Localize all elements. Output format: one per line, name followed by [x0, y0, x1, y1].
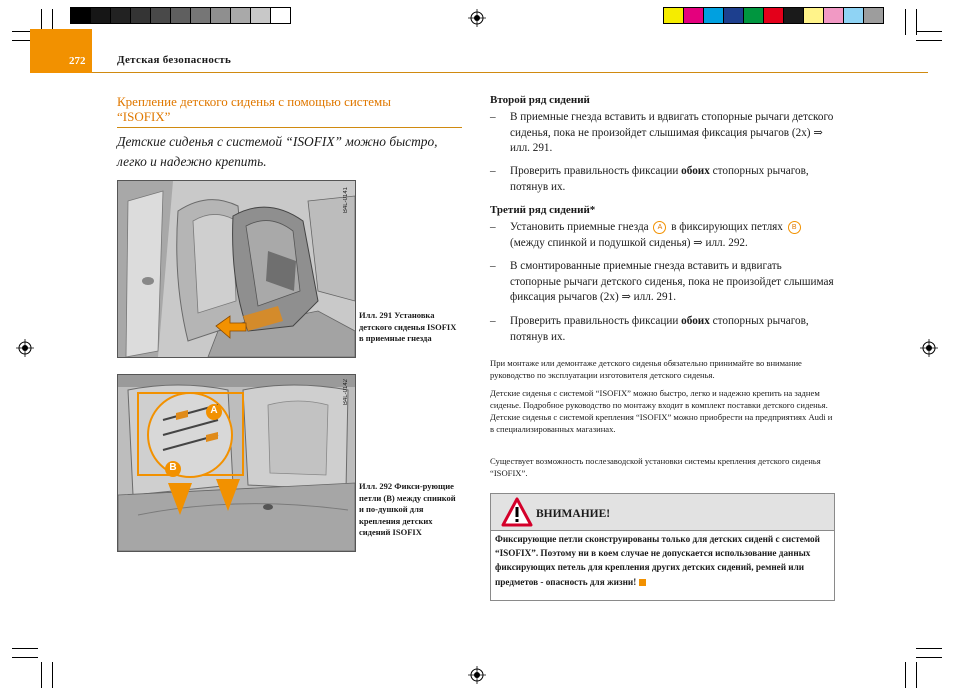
figure-292-image: [117, 374, 356, 552]
section-lead: Детские сиденья с системой “ISOFIX” можно быстро, легко и надежно крепить.: [117, 134, 438, 169]
color-swatch: [230, 7, 251, 24]
color-swatch: [783, 7, 804, 24]
crop-mark: [916, 40, 942, 41]
color-swatch: [90, 7, 111, 24]
circle-b-icon: B: [788, 221, 801, 234]
registration-mark-icon: [920, 339, 938, 357]
figure-291-image: [117, 180, 356, 358]
color-swatch: [170, 7, 191, 24]
warning-box: [490, 493, 835, 601]
crop-mark: [916, 657, 942, 658]
color-swatch: [110, 7, 131, 24]
color-swatch: [130, 7, 151, 24]
color-swatch: [843, 7, 864, 24]
crop-mark: [916, 648, 942, 649]
color-swatch: [743, 7, 764, 24]
third-row-heading: Третий ряд сидений*: [490, 204, 596, 216]
color-swatch: [663, 7, 684, 24]
list-item: – Проверить правильность фиксации обоих стопорных рычагов, потянув их.: [490, 315, 809, 343]
crop-mark: [905, 9, 906, 35]
label-b: B: [169, 462, 177, 473]
child-seat-illustration: [118, 181, 355, 357]
rear-seat-illustration: [118, 375, 355, 551]
crop-mark: [41, 662, 42, 688]
registration-mark-icon: [468, 666, 486, 684]
figure-code: B4L-0141: [343, 187, 349, 214]
registration-mark-icon: [16, 339, 34, 357]
list-item: – Проверить правильность фиксации обоих стопорных рычагов, потянув их.: [490, 165, 809, 193]
crop-mark: [12, 657, 38, 658]
end-marker-icon: [639, 579, 646, 586]
second-row-heading: Второй ряд сидений: [490, 94, 590, 106]
list-item: – Установить приемные гнезда A в фиксирующих петлях B (между спинкой и подушкой сиденья) ⇒ илл. 292.: [490, 220, 835, 252]
page-number: 272: [69, 55, 86, 67]
crop-mark: [916, 662, 917, 688]
warning-title: ВНИМАНИЕ!: [536, 508, 611, 520]
crop-mark: [52, 662, 53, 688]
color-swatch: [683, 7, 704, 24]
color-swatch: [763, 7, 784, 24]
color-swatch: [190, 7, 211, 24]
note-paragraph: При монтаже или демонтаже детского сиденья обязательно принимайте во внимание руководство по эксплуатации изготовителя детского сиденья.: [490, 358, 802, 380]
section-title: Крепление детского сиденья с помощью системы “ISOFIX”: [117, 94, 391, 124]
list-item: – В смонтированные приемные гнезда вставить и вдвигать стопорные рычаги детского сиденья, пока не произойдет слышимая фиксация рычагов (2x) ⇒ илл. 291.: [490, 260, 834, 303]
warning-text: Фиксирующие петли сконструированы только для детских сиденй с системой “ISOFIX”. Поэтому ни в коем случае не допускается использование данных фиксирующих петель для крепления других детских сидений, ремней или предметов - опасность для жизни!: [495, 534, 820, 587]
color-swatch: [270, 7, 291, 24]
figure-code: B4L-0142: [343, 379, 349, 406]
header-rule: [92, 72, 928, 73]
color-swatch: [823, 7, 844, 24]
section-rule: [117, 127, 462, 128]
color-swatch: [70, 7, 91, 24]
note-paragraph: Детские сиденья с системой “ISOFIX” можно быстро, легко и надежно крепить на заднем сиденье. Подробное руководство по монтажу входит в комплект поставки детского сиденья. Детские сиденья с системой крепления “ISOFIX” можно приобрести на предприятиях Audi и в специализированных магазинах.: [490, 388, 833, 434]
running-title: Детская безопасность: [117, 54, 232, 66]
crop-mark: [12, 648, 38, 649]
registration-mark-icon: [468, 9, 486, 27]
color-swatch: [803, 7, 824, 24]
label-a: A: [210, 405, 218, 416]
crop-mark: [916, 31, 942, 32]
color-swatch: [863, 7, 884, 24]
note-paragraph: Существует возможность послезаводской установки системы крепления детского сиденья “ISOFIX”.: [490, 456, 821, 478]
circle-a-icon: A: [653, 221, 666, 234]
crop-mark: [905, 662, 906, 688]
figure-291-caption: Илл. 291 Установка детского сиденья ISOFIX в приемные гнезда: [359, 310, 457, 343]
list-item: – В приемные гнезда вставить и вдвигать стопорные рычаги детского сиденья, пока не произойдет слышимая фиксация рычагов (2x) ⇒ илл. 291.: [490, 111, 834, 154]
color-swatch: [250, 7, 271, 24]
color-swatch: [703, 7, 724, 24]
color-swatch: [723, 7, 744, 24]
color-swatch: [210, 7, 231, 24]
color-swatch: [150, 7, 171, 24]
warning-triangle-icon: [501, 497, 533, 527]
warning-header: [491, 494, 834, 531]
figure-292-caption: Илл. 292 Фикси-рующие петли (B) между спинкой и по-душкой для крепления детских сидений ISOFIX: [359, 481, 456, 537]
